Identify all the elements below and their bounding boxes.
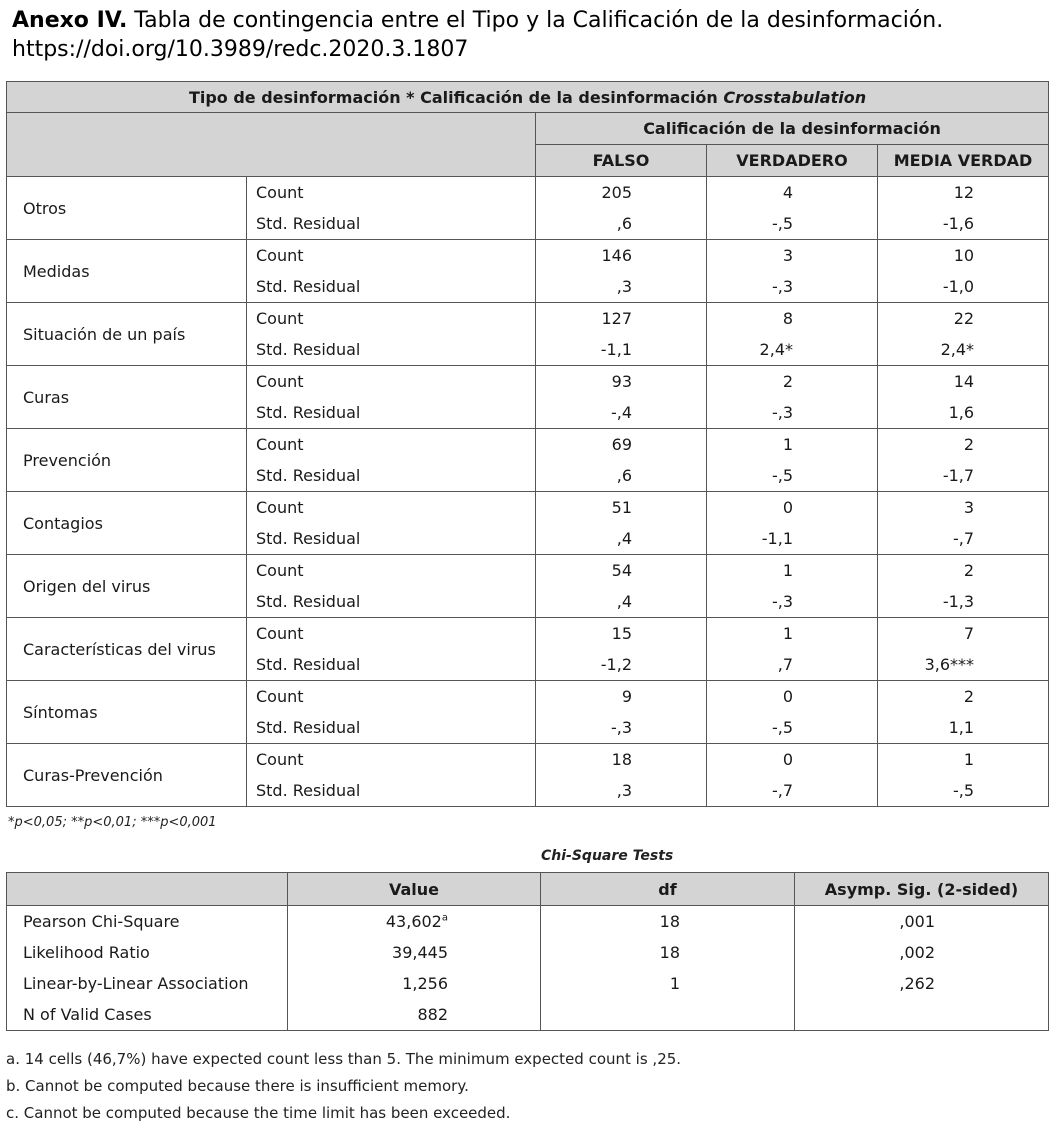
- crosstab-corner: [7, 113, 536, 177]
- note-b: b. Cannot be computed because there is insufficient memory.: [6, 1077, 469, 1095]
- stat-label: Std. Residual: [247, 712, 536, 744]
- category-label: Situación de un país: [7, 303, 247, 366]
- test-label: Linear-by-Linear Association: [7, 968, 288, 999]
- category-label: Origen del virus: [7, 555, 247, 618]
- annex-label: Anexo IV.: [12, 8, 128, 33]
- category-label: Curas: [7, 366, 247, 429]
- cell-value: ,3: [536, 775, 707, 807]
- table-notes: [6, 1046, 681, 1127]
- test-sig: [795, 999, 1049, 1031]
- cell-value: ,6: [536, 460, 707, 492]
- cell-value: 205: [536, 177, 707, 209]
- category-label: Curas-Prevención: [7, 744, 247, 807]
- test-sig: ,002: [795, 937, 1049, 968]
- cell-value: 1: [707, 429, 878, 461]
- table-row: [7, 681, 1049, 713]
- significance-note: *p<0,05; **p<0,01; ***p<0,001: [8, 815, 217, 830]
- crosstab-table: [6, 81, 1049, 807]
- column-header: Value: [288, 873, 541, 906]
- table-row: [7, 937, 1049, 968]
- cell-value: 3: [878, 492, 1049, 524]
- cell-value: 51: [536, 492, 707, 524]
- stat-label: Count: [247, 240, 536, 272]
- table-row: [7, 968, 1049, 999]
- test-df: [541, 999, 795, 1031]
- table-row: [7, 177, 1049, 209]
- category-label: Prevención: [7, 429, 247, 492]
- stat-label: Std. Residual: [247, 334, 536, 366]
- stat-label: Count: [247, 681, 536, 713]
- cell-value: -1,1: [536, 334, 707, 366]
- column-header: FALSO: [536, 145, 707, 177]
- stat-label: Std. Residual: [247, 397, 536, 429]
- cell-value: -,3: [707, 586, 878, 618]
- cell-value: -,3: [707, 271, 878, 303]
- column-header: Asymp. Sig. (2-sided): [795, 873, 1049, 906]
- cell-value: 2: [878, 681, 1049, 713]
- stat-label: Count: [247, 618, 536, 650]
- test-value: 1,256: [288, 968, 541, 999]
- cell-value: 15: [536, 618, 707, 650]
- note-c: c. Cannot be computed because the time limit has been exceeded.: [6, 1104, 511, 1122]
- stat-label: Std. Residual: [247, 208, 536, 240]
- cell-value: 1: [878, 744, 1049, 776]
- cell-value: 12: [878, 177, 1049, 209]
- crosstab-caption: Tipo de desinformación * Calificación de la desinformación Crosstabulation: [7, 82, 1049, 113]
- cell-value: 18: [536, 744, 707, 776]
- cell-value: -,5: [878, 775, 1049, 807]
- cell-value: 1: [707, 555, 878, 587]
- cell-value: -1,0: [878, 271, 1049, 303]
- cell-value: 2: [878, 555, 1049, 587]
- stat-label: Count: [247, 555, 536, 587]
- column-header: df: [541, 873, 795, 906]
- category-label: Síntomas: [7, 681, 247, 744]
- test-value: 43,602$^a$: [288, 906, 541, 938]
- cell-value: 2: [707, 366, 878, 398]
- cell-value: 10: [878, 240, 1049, 272]
- group-header: Calificación de la desinformación: [536, 113, 1049, 145]
- test-value: 882: [288, 999, 541, 1031]
- column-header: VERDADERO: [707, 145, 878, 177]
- cell-value: -1,7: [878, 460, 1049, 492]
- category-label: Características del virus: [7, 618, 247, 681]
- cell-value: 127: [536, 303, 707, 335]
- stat-label: Count: [247, 303, 536, 335]
- stat-label: Count: [247, 366, 536, 398]
- stat-label: Std. Residual: [247, 271, 536, 303]
- test-label: Likelihood Ratio: [7, 937, 288, 968]
- stat-label: Std. Residual: [247, 523, 536, 555]
- category-label: Otros: [7, 177, 247, 240]
- table-row: [7, 999, 1049, 1031]
- cell-value: -,5: [707, 208, 878, 240]
- cell-value: ,6: [536, 208, 707, 240]
- table-row: [7, 618, 1049, 650]
- cell-value: ,4: [536, 586, 707, 618]
- cell-value: 93: [536, 366, 707, 398]
- cell-value: 3,6***: [878, 649, 1049, 681]
- cell-value: 22: [878, 303, 1049, 335]
- cell-value: -,3: [536, 712, 707, 744]
- stat-label: Std. Residual: [247, 775, 536, 807]
- cell-value: 146: [536, 240, 707, 272]
- category-label: Medidas: [7, 240, 247, 303]
- cell-value: -,4: [536, 397, 707, 429]
- cell-value: 9: [536, 681, 707, 713]
- table-row: [7, 366, 1049, 398]
- cell-value: ,7: [707, 649, 878, 681]
- column-header: MEDIA VERDAD: [878, 145, 1049, 177]
- test-label: Pearson Chi-Square: [7, 906, 288, 938]
- cell-value: 7: [878, 618, 1049, 650]
- cell-value: 69: [536, 429, 707, 461]
- table-row: [7, 555, 1049, 587]
- cell-value: 2,4*: [878, 334, 1049, 366]
- stat-label: Std. Residual: [247, 649, 536, 681]
- stat-label: Count: [247, 177, 536, 209]
- cell-value: -,5: [707, 460, 878, 492]
- stat-label: Std. Residual: [247, 586, 536, 618]
- category-label: Contagios: [7, 492, 247, 555]
- cell-value: ,4: [536, 523, 707, 555]
- doi-link[interactable]: https://doi.org/10.3989/redc.2020.3.1807: [12, 37, 469, 62]
- table-row: [7, 303, 1049, 335]
- cell-value: -,7: [878, 523, 1049, 555]
- test-df: 18: [541, 937, 795, 968]
- document-title: [12, 6, 1042, 64]
- test-value: 39,445: [288, 937, 541, 968]
- note-a: a. 14 cells (46,7%) have expected count less than 5. The minimum expected count is ,25.: [6, 1050, 682, 1068]
- test-df: 1: [541, 968, 795, 999]
- cell-value: 1: [707, 618, 878, 650]
- test-sig: ,001: [795, 906, 1049, 938]
- cell-value: -1,2: [536, 649, 707, 681]
- test-sig: ,262: [795, 968, 1049, 999]
- cell-value: 1,1: [878, 712, 1049, 744]
- cell-value: 54: [536, 555, 707, 587]
- test-df: 18: [541, 906, 795, 938]
- cell-value: 4: [707, 177, 878, 209]
- stat-label: Std. Residual: [247, 460, 536, 492]
- test-label: N of Valid Cases: [7, 999, 288, 1031]
- chi-square-table: [6, 872, 1049, 1031]
- cell-value: -,7: [707, 775, 878, 807]
- cell-value: -1,3: [878, 586, 1049, 618]
- table-row: [7, 429, 1049, 461]
- table-row: [7, 240, 1049, 272]
- cell-value: 1,6: [878, 397, 1049, 429]
- cell-value: -1,1: [707, 523, 878, 555]
- stat-label: Count: [247, 744, 536, 776]
- cell-value: 0: [707, 492, 878, 524]
- table-row: [7, 744, 1049, 776]
- cell-value: 8: [707, 303, 878, 335]
- cell-value: 3: [707, 240, 878, 272]
- title-text: Tabla de contingencia entre el Tipo y la Calificación de la desinformación.: [127, 8, 944, 33]
- cell-value: 2,4*: [707, 334, 878, 366]
- table-row: [7, 906, 1049, 938]
- cell-value: 14: [878, 366, 1049, 398]
- cell-value: -,3: [707, 397, 878, 429]
- column-header: [7, 873, 288, 906]
- cell-value: -1,6: [878, 208, 1049, 240]
- cell-value: 0: [707, 681, 878, 713]
- cell-value: -,5: [707, 712, 878, 744]
- stat-label: Count: [247, 429, 536, 461]
- cell-value: 2: [878, 429, 1049, 461]
- table-row: [7, 492, 1049, 524]
- chi-square-caption: Chi-Square Tests: [541, 848, 674, 864]
- cell-value: ,3: [536, 271, 707, 303]
- cell-value: 0: [707, 744, 878, 776]
- stat-label: Count: [247, 492, 536, 524]
